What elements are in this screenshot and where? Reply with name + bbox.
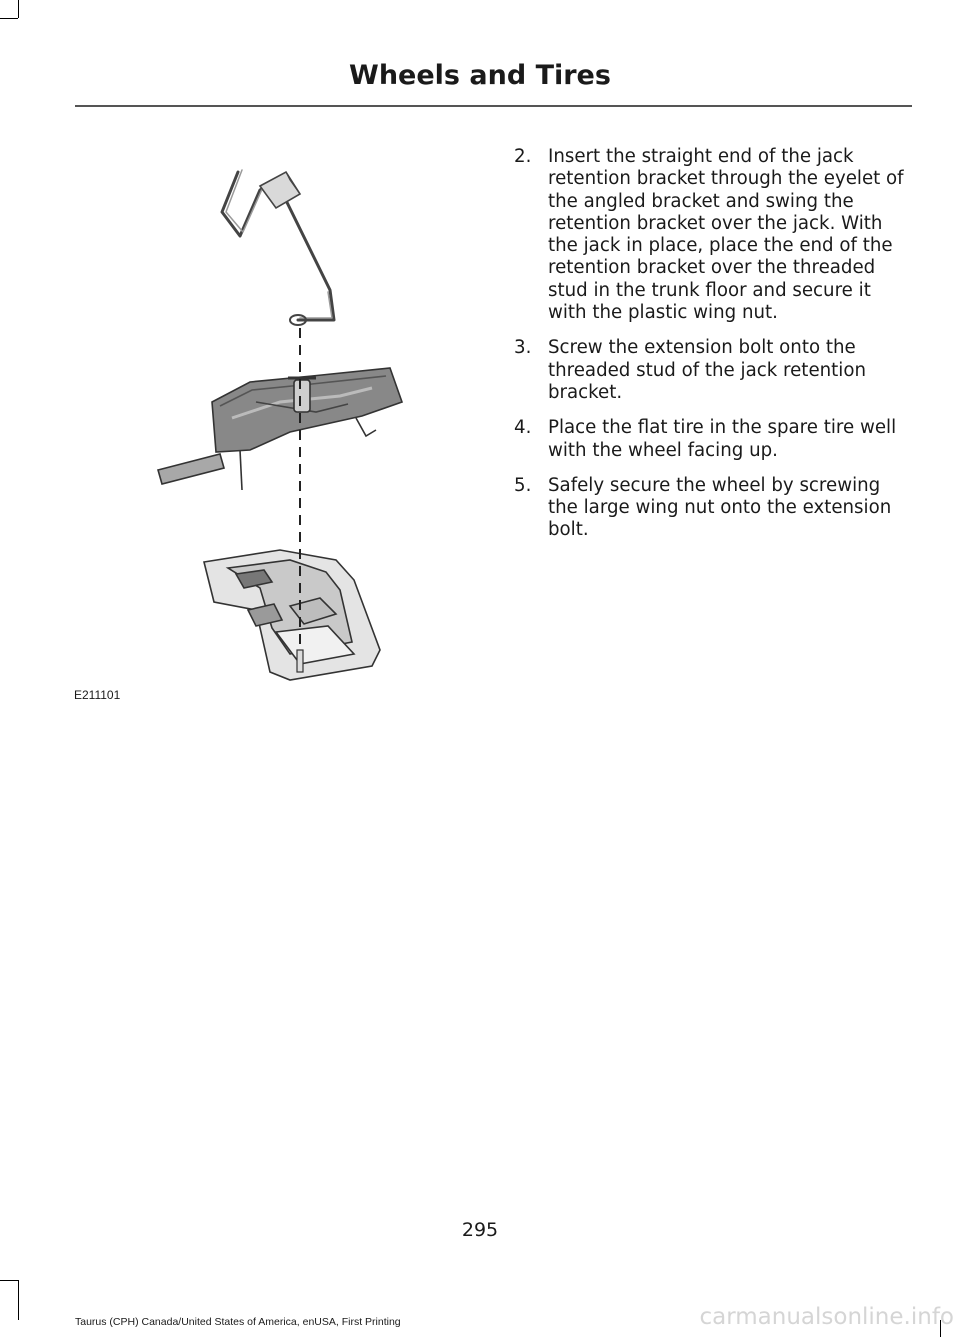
header-divider xyxy=(75,105,912,107)
step-number: 3. xyxy=(514,337,532,359)
spare-tire-floor-plate xyxy=(204,550,380,680)
step-number: 2. xyxy=(514,146,532,167)
step-text: Safely secure the wheel by screwing the large wing nut onto the extension bolt. xyxy=(548,474,892,541)
figure-code: E211101 xyxy=(74,688,121,702)
crop-mark-bottom-left-horizontal xyxy=(0,1280,18,1281)
jack-retention-illustration xyxy=(140,150,420,710)
crop-mark-top-left-horizontal xyxy=(0,18,18,19)
instruction-list xyxy=(514,146,914,555)
list-item xyxy=(514,146,914,324)
jack xyxy=(158,368,402,490)
threaded-stud xyxy=(297,650,303,672)
angled-bracket xyxy=(260,172,300,208)
edition-footer: Taurus (CPH) Canada/United States of America, enUSA, First Printing xyxy=(75,1316,401,1328)
list-item xyxy=(514,475,914,542)
list-item xyxy=(514,417,914,462)
step-number: 4. xyxy=(514,417,532,439)
crop-mark-top-left-vertical xyxy=(18,0,19,18)
step-text: Insert the straight end of the jack retention bracket through the eyelet of the angled bracket and swing the retention bracket over the jack. With the jack in place, place the end of the retention bracket over the threaded stud in the trunk floor and secure it with the plastic wing nut. xyxy=(548,146,904,324)
step-number: 5. xyxy=(514,474,532,496)
watermark: carmanualsonline.info xyxy=(699,1304,954,1330)
crop-mark-bottom-left-vertical xyxy=(18,1280,19,1320)
step-text: Screw the extension bolt onto the threaded stud of the jack retention bracket. xyxy=(548,337,866,403)
list-item xyxy=(514,337,914,404)
step-text: Place the flat tire in the spare tire well with the wheel facing up. xyxy=(548,417,897,461)
page-title: Wheels and Tires xyxy=(349,60,611,91)
page-number: 295 xyxy=(461,1219,499,1241)
